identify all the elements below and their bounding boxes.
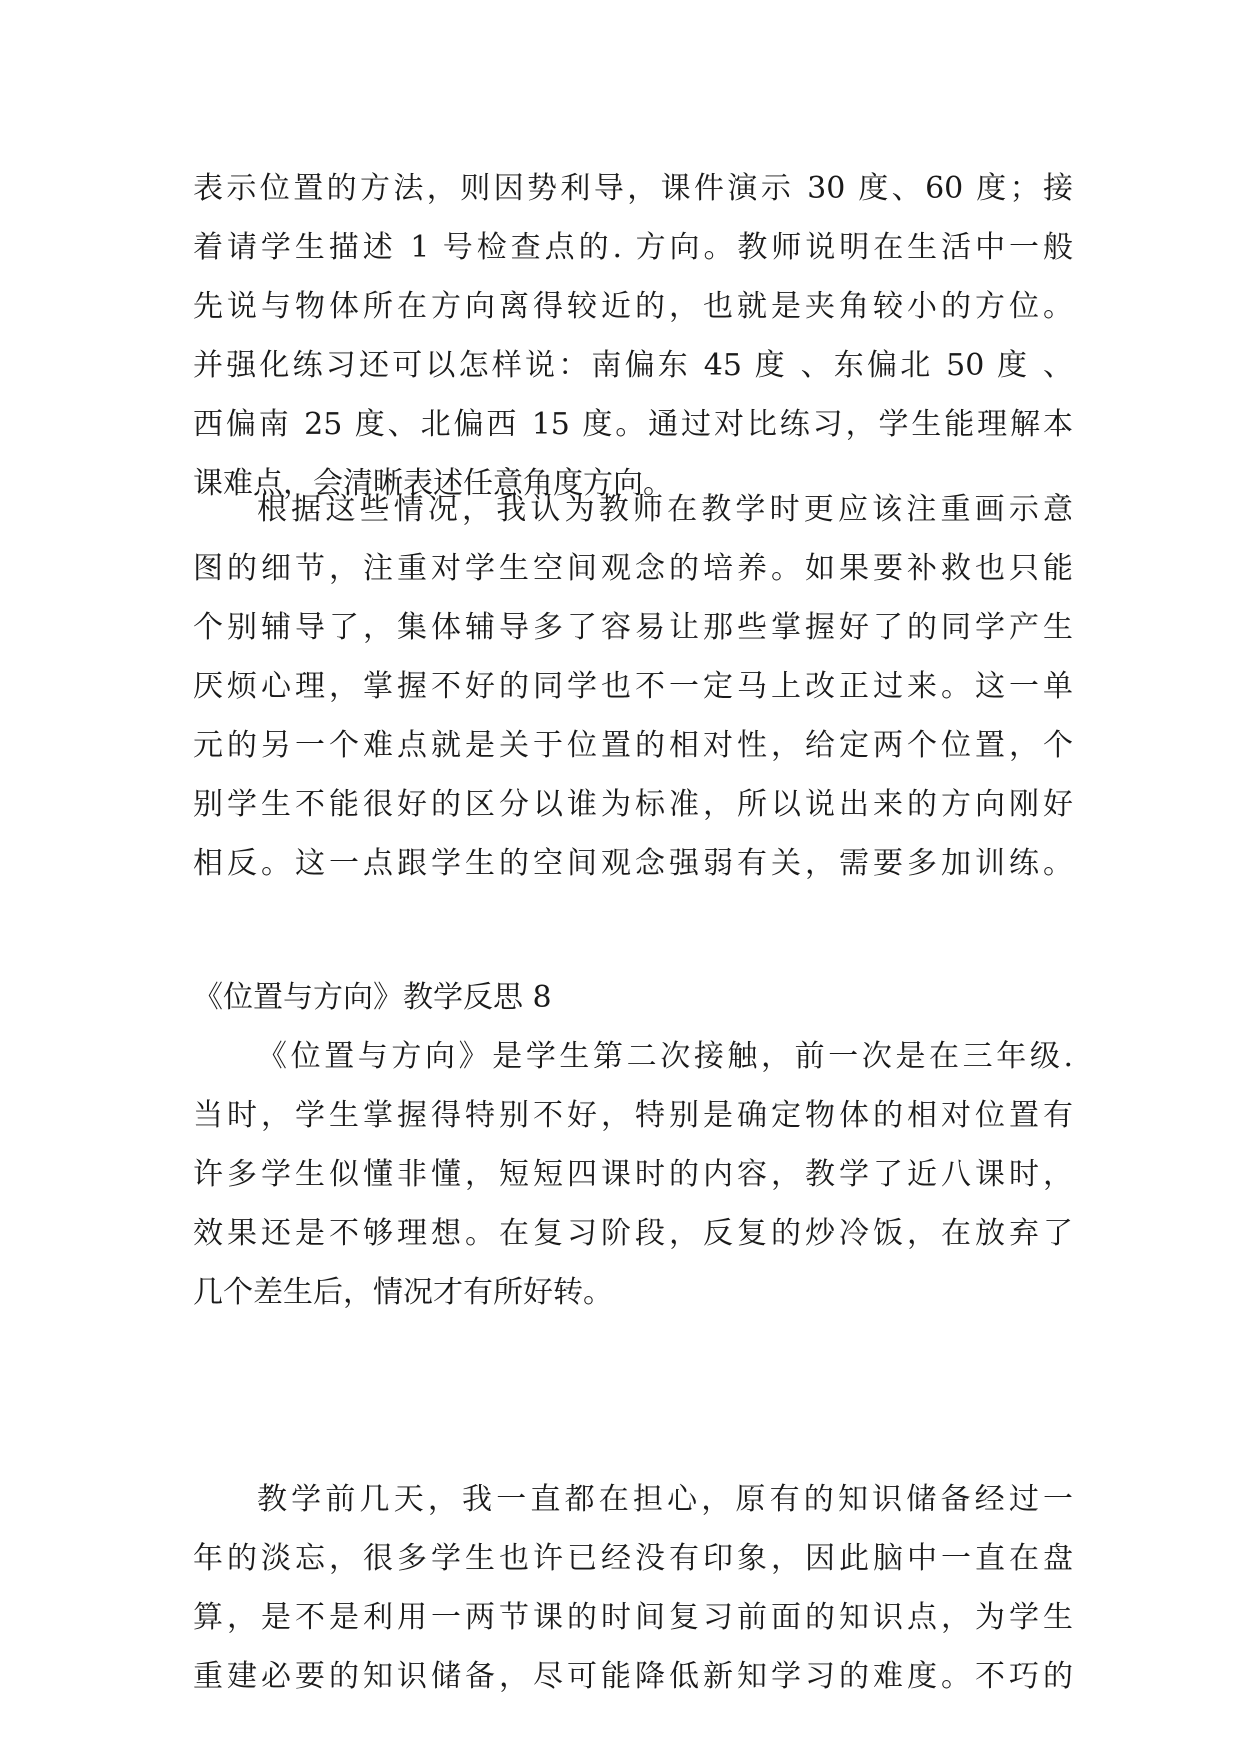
- paragraph-line: 根据这些情况，我认为教师在教学时更应该注重画示意: [257, 492, 1073, 527]
- paragraph-line: 着请学生描述 1 号检查点的. 方向。教师说明在生活中一般: [193, 230, 1073, 265]
- paragraph-line: 元的另一个难点就是关于位置的相对性，给定两个位置，个: [193, 728, 1073, 763]
- paragraph-line: 图的细节，注重对学生空间观念的培养。如果要补救也只能: [193, 551, 1073, 586]
- paragraph-line: 并强化练习还可以怎样说：南偏东 45 度 、东偏北 50 度 、: [193, 348, 1073, 383]
- paragraph-1: [193, 159, 1073, 513]
- paragraph-line: 表示位置的方法，则因势利导，课件演示 30 度、60 度；接: [193, 171, 1073, 206]
- paragraph-line: 教学前几天，我一直都在担心，原有的知识储备经过一: [257, 1482, 1073, 1517]
- paragraph-line: 先说与物体所在方向离得较近的，也就是夹角较小的方位。: [193, 289, 1073, 324]
- paragraph-line: 效果还是不够理想。在复习阶段，反复的炒冷饭，在放弃了: [193, 1216, 1073, 1251]
- section-heading-block: [193, 968, 1073, 1322]
- paragraph-line: 《位置与方向》是学生第二次接触，前一次是在三年级.: [257, 1039, 1073, 1074]
- paragraph-line: 重建必要的知识储备，尽可能降低新知学习的难度。不巧的: [193, 1659, 1073, 1694]
- paragraph-line: 相反。这一点跟学生的空间观念强弱有关，需要多加训练。: [193, 846, 1073, 881]
- section-heading: 《位置与方向》教学反思 8: [193, 980, 552, 1015]
- paragraph-line: 许多学生似懂非懂，短短四课时的内容，教学了近八课时，: [193, 1157, 1073, 1192]
- paragraph-line: 西偏南 25 度、北偏西 15 度。通过对比练习，学生能理解本: [193, 407, 1073, 442]
- paragraph-4: [193, 1470, 1073, 1706]
- paragraph-line: 几个差生后，情况才有所好转。: [193, 1275, 613, 1310]
- paragraph-line: 当时，学生掌握得特别不好，特别是确定物体的相对位置有: [193, 1098, 1073, 1133]
- paragraph-line: 别学生不能很好的区分以谁为标准，所以说出来的方向刚好: [193, 787, 1073, 822]
- paragraph-line: 课难点，会清晰表述任意角度方向。: [193, 466, 673, 501]
- paragraph-line: 年的淡忘，很多学生也许已经没有印象，因此脑中一直在盘: [193, 1541, 1073, 1576]
- paragraph-line: 个别辅导了，集体辅导多了容易让那些掌握好了的同学产生: [193, 610, 1073, 645]
- paragraph-line: 算，是不是利用一两节课的时间复习前面的知识点，为学生: [193, 1600, 1073, 1635]
- paragraph-line: 厌烦心理，掌握不好的同学也不一定马上改正过来。这一单: [193, 669, 1073, 704]
- paragraph-2: [193, 480, 1073, 893]
